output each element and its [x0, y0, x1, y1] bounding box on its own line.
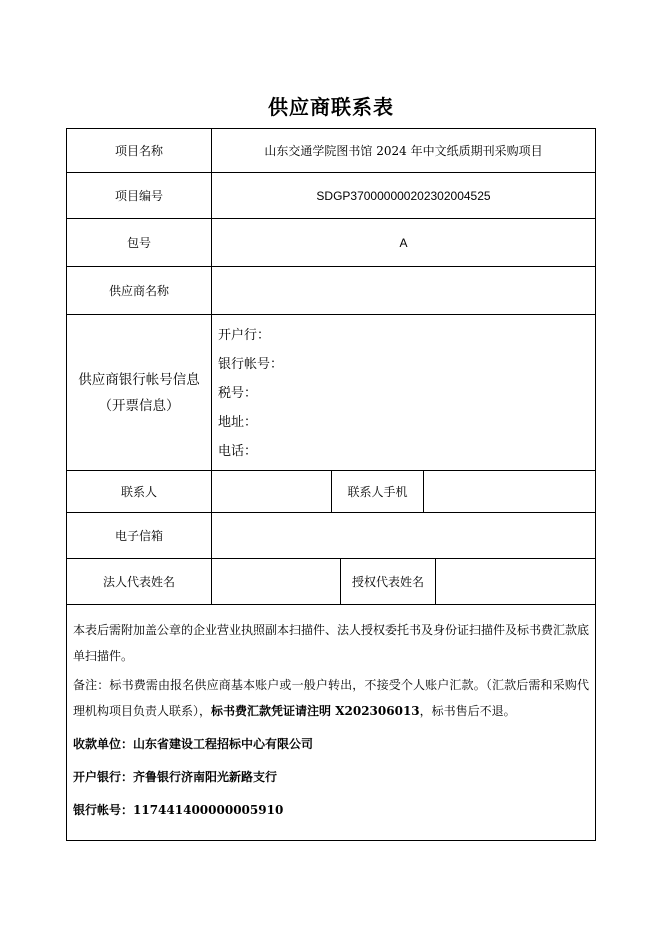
authorized-rep-field[interactable]: [435, 559, 595, 604]
legal-rep-field[interactable]: [211, 559, 340, 604]
bank-field-account-number[interactable]: 银行帐号：: [218, 357, 284, 372]
notes-attachment-requirement: 本表后需附加盖公章的企业营业执照副本扫描件、法人授权委托书及身份证扫描件及标书费汇款底单扫描件。: [73, 623, 590, 663]
row-project-number: [67, 173, 595, 219]
contact-field[interactable]: [211, 471, 331, 512]
package-value: A: [211, 219, 595, 266]
project-number-value: SDGP370000000202302004525: [211, 173, 595, 218]
supplier-name-field[interactable]: [211, 267, 595, 314]
email-label: 电子信箱: [114, 529, 163, 543]
bank-info-label-line1: 供应商银行帐号信息: [78, 371, 200, 388]
authorized-rep-label: 授权代表姓名: [340, 559, 435, 604]
notes-section: [67, 605, 595, 823]
package-label: 包号: [126, 236, 151, 250]
row-representatives: [67, 559, 595, 605]
contact-label: 联系人: [120, 485, 157, 499]
email-field[interactable]: [211, 513, 595, 558]
bank-info-fields: [211, 315, 595, 470]
bank-field-tax-id[interactable]: 税号：: [218, 386, 258, 401]
project-name-label: 项目名称: [114, 144, 163, 158]
row-bank-info: [67, 315, 595, 471]
contact-phone-field[interactable]: [423, 471, 595, 512]
notes-remark: [73, 672, 589, 724]
row-project-name: [67, 129, 595, 173]
notes-remark-part2: ，标书售后不退。: [419, 704, 516, 718]
bank-info-label-line2: （开票信息）: [98, 397, 180, 414]
legal-rep-label: 法人代表姓名: [102, 575, 175, 589]
contact-phone-label: 联系人手机: [331, 471, 423, 512]
supplier-name-label: 供应商名称: [108, 284, 169, 298]
payee-line: 收款单位：山东省建设工程招标中心有限公司: [73, 737, 314, 751]
supplier-contact-form: [66, 128, 596, 841]
bank-line: 开户银行：齐鲁银行济南阳光新路支行: [73, 770, 278, 784]
notes-remark-part1: 备注：标书费需由报名供应商基本账户或一般户转出，不接受个人账户汇款。（汇款后需和采购代理机构项目负责人联系），: [73, 678, 589, 718]
bank-field-phone[interactable]: 电话：: [218, 444, 258, 459]
bank-field-opening-bank[interactable]: 开户行：: [218, 328, 271, 343]
account-line: 银行帐号：117441400000005910: [73, 803, 284, 817]
row-package: [67, 219, 595, 267]
project-number-label: 项目编号: [114, 189, 163, 203]
bank-info-label: [67, 315, 211, 470]
row-contact: [67, 471, 595, 513]
page-title: 供应商联系表: [268, 95, 394, 119]
project-name-value: 山东交通学院图书馆 2024 年中文纸质期刊采购项目: [211, 129, 595, 172]
notes-remark-bold: 标书费汇款凭证请注明 X202306013: [211, 704, 420, 718]
row-supplier-name: [67, 267, 595, 315]
row-email: [67, 513, 595, 559]
bank-field-address[interactable]: 地址：: [218, 415, 258, 430]
